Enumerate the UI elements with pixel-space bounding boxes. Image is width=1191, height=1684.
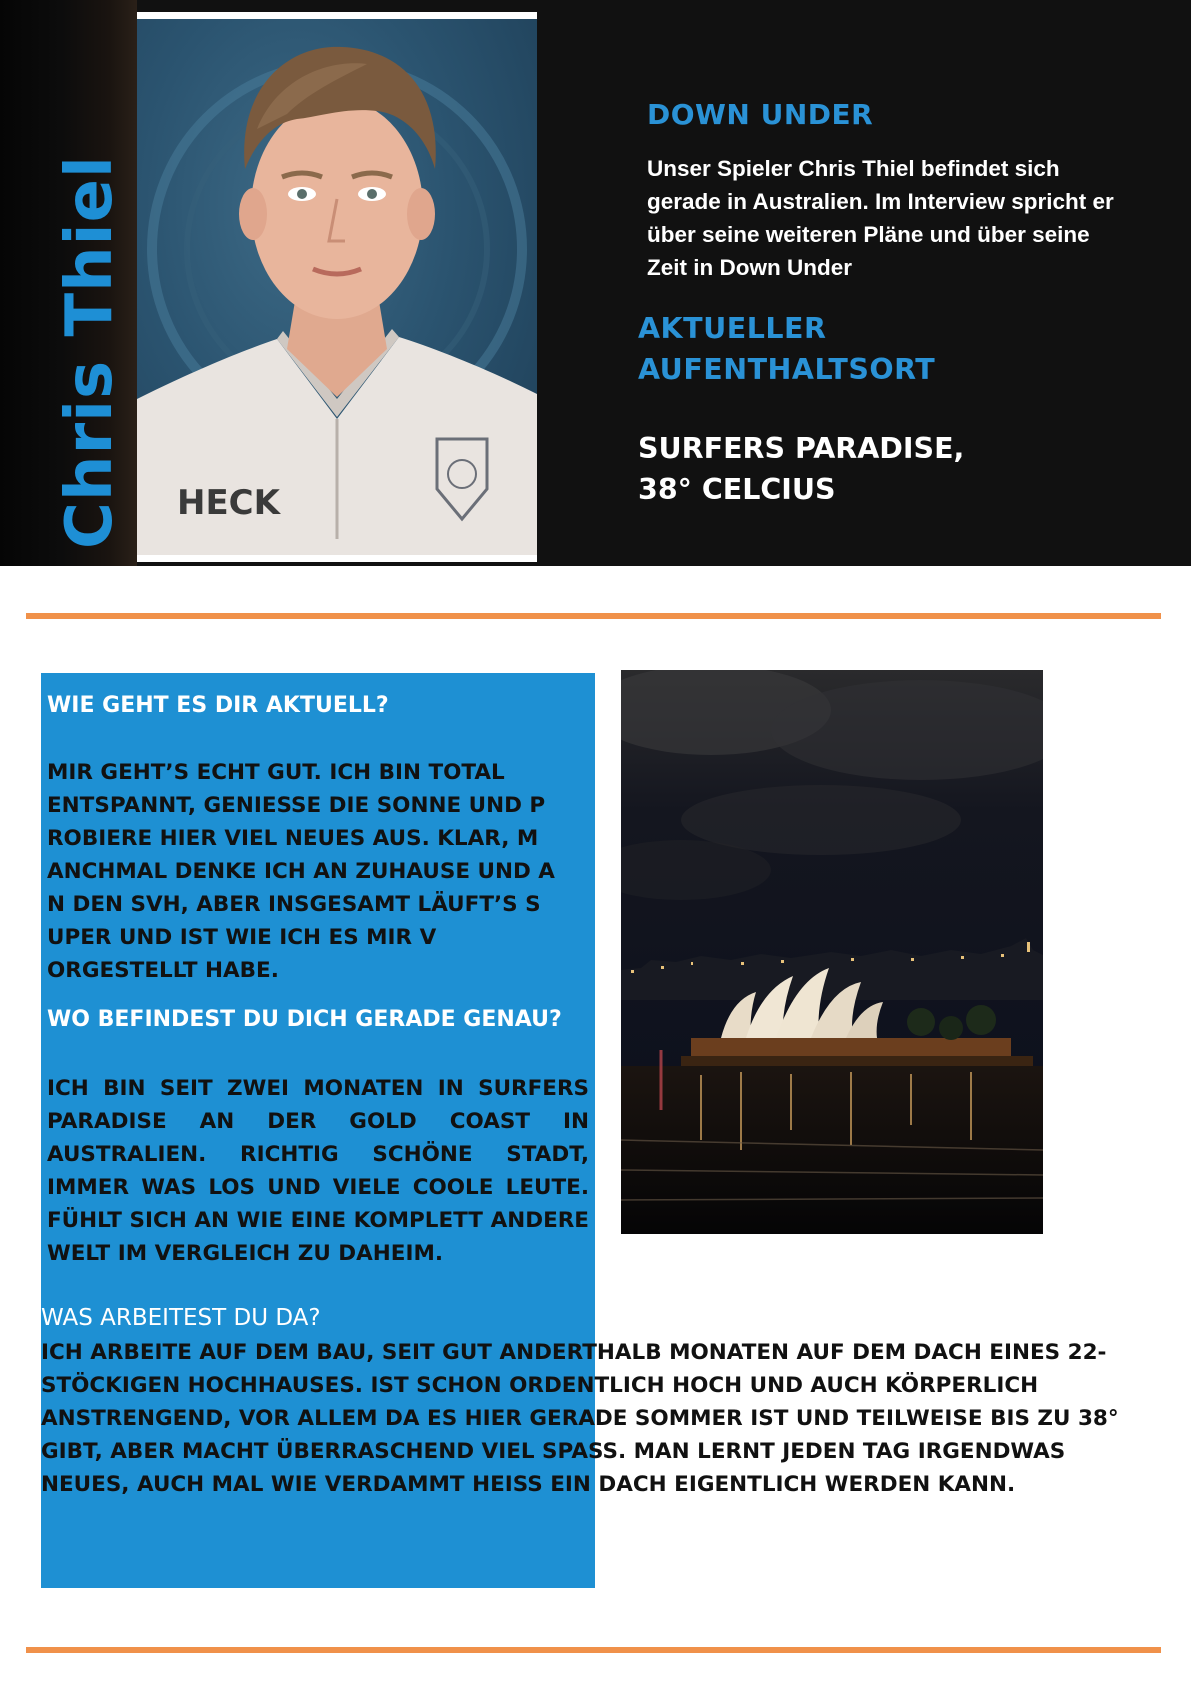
location-line2: 38° CELCIUS [638,473,836,506]
question-1: WIE GEHT ES DIR AKTUELL? [47,693,389,718]
location-line1: SURFERS PARADISE, [638,432,965,465]
sydney-night-photo [621,670,1043,1234]
answer-3: ICH ARBEITE AUF DEM BAU, SEIT GUT ANDERTHALB MONATEN AUF DEM DACH EINES 22- STÖCKIGEN HOCHHAUSES. IST SCHON ORDENTLICH HOCH UND AUCH KÖRPERLICH ANSTRENGEND, VOR ALLEM DA ES HIER GERADE SOMMER IST UND TEILWEISE BIS ZU 38° GIBT, ABER MACHT ÜBERRASCHEND VIEL SPASS. MAN LERNT JEDEN TAG IRGENDWAS NEUES, AUCH MAL WIE VERDAMMT HEISS EIN DACH EIGENTLICH WERDEN KANN. [41,1340,1119,1497]
answer-1: MIR GEHT’S ECHT GUT. ICH BIN TOTAL ENTSPANNT, GENIESSE DIE SONNE UND P ROBIERE HIER VIEL NEUES AUS. KLAR, M ANCHMAL DENKE ICH AN ZUHAUSE UND A N DEN SVH, ABER INSGESAMT LÄUFT’S S UPER UND IST WIE ICH ES MIR V ORGESTELLT HABE. [47,760,555,983]
player-photo-frame [137,12,537,562]
divider-top [26,613,1161,619]
answer-2: ICH BIN SEIT ZWEI MONATEN IN SURFERS PARADISE AN DER GOLD COAST IN AUSTRALIEN. RICHTIG SCHÖNE STADT, IMMER WAS LOS UND VIELE COOLE LEUTE. FÜHLT SICH AN WIE EINE KOMPLETT ANDERE WELT IM VERGLEICH ZU DAHEIM. [47,1076,589,1266]
intro-text: Unser Spieler Chris Thiel befindet sich gerade in Australien. Im Interview spricht er über seine weiteren Pläne und über seine Zeit in Down Under [647,156,1114,280]
question-2: WO BEFINDEST DU DICH GERADE GENAU? [47,1007,562,1032]
divider-bottom [26,1647,1161,1653]
section-title: DOWN UNDER [647,98,874,131]
shirt-sponsor-text: HECK [177,483,280,523]
location-heading-line2: AUFENTHALTSORT [638,353,936,386]
header-banner [0,0,1191,566]
location-heading [638,308,1058,390]
player-photo [137,19,537,555]
location-value [638,428,1058,510]
location-heading-line1: AKTUELLER [638,312,827,345]
player-name-vertical: Chris Thiel [53,155,127,549]
question-3: WAS ARBEITEST DU DA? [41,1305,321,1331]
